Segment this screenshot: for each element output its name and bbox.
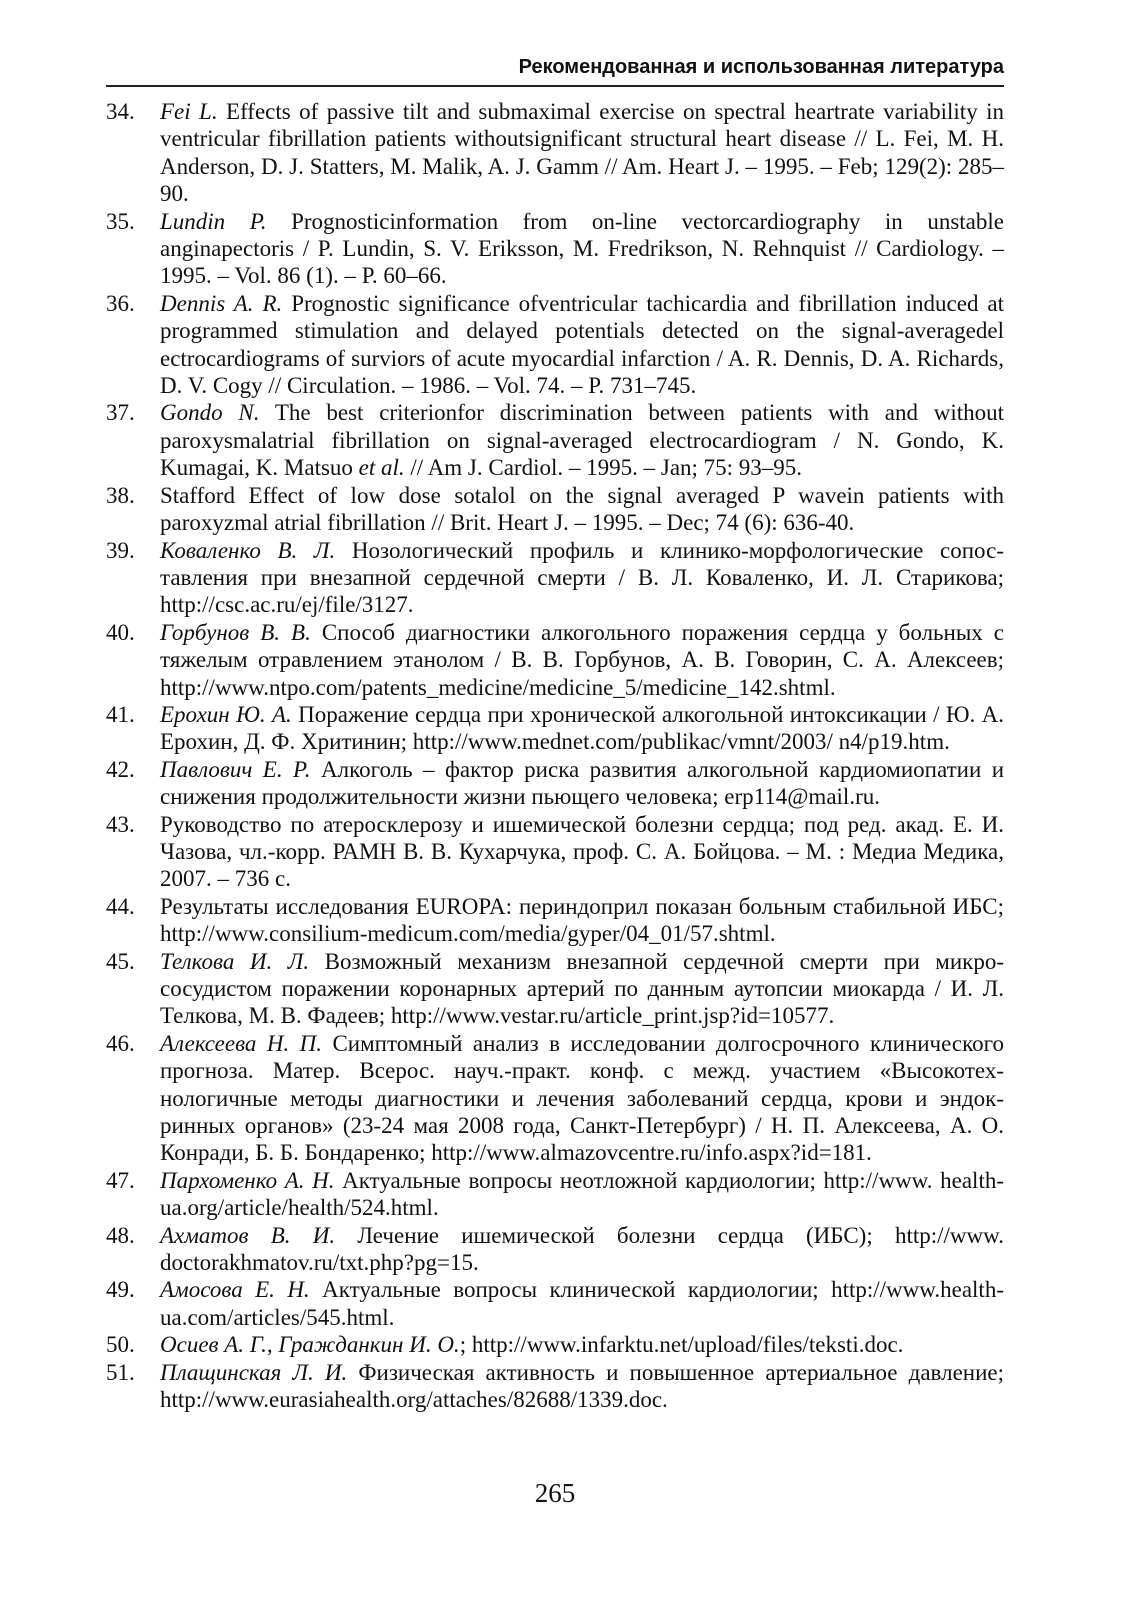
reference-text: [160, 98, 1004, 208]
reference-citation: Актуальные вопросы неотложной кардиологии; http://www. health-ua.org/article/health/524.html.: [160, 1167, 1004, 1221]
reference-citation: Effects of passive tilt and submaximal exercise on spectral heartrate variability in ventricular fibrillation patients withoutsignificant structural heart disease // L. Fei, M. H. Anderson, D. J. Statters, M. Malik, A. J. Gamm // Am. Heart J. – 1995. – Feb; 129(2): 285–90.: [160, 99, 1004, 207]
running-header: Рекомендованная и использованная литература: [106, 52, 1004, 87]
reference-item: [106, 1331, 1004, 1358]
reference-author: Телкова И. Л.: [160, 948, 310, 974]
reference-number: 41.: [106, 701, 135, 727]
reference-item: [106, 1222, 1004, 1277]
reference-text: [160, 1359, 1004, 1414]
reference-citation: Результаты исследования EUROPA: периндоприл показан больным стабильной ИБС; http://www.consilium-medicum.com/media/gyper/04_01/57.shtml.: [160, 893, 1004, 947]
reference-text: [160, 537, 1004, 619]
reference-text: [160, 619, 1004, 701]
reference-number: 37.: [106, 400, 135, 426]
reference-citation: Нозологический профиль и клинико-морфологические сопоставления при внезапной сердечной смерти / В. Л. Коваленко, И. Л. Старикова; http://csc.ac.ru/ej/file/3127.: [160, 537, 1004, 618]
reference-item: [106, 1167, 1004, 1222]
reference-text: [160, 811, 1004, 893]
reference-citation: Prognosticinformation from on-line vectorcardiography in unstable anginapectoris / P. Lundin, S. V. Eriksson, M. Fredrikson, N. Rehnquist // Cardiology. – 1995. – Vol. 86 (1). – P. 60–66.: [160, 208, 1004, 289]
reference-item: [106, 1276, 1004, 1331]
reference-citation: Физическая активность и повышенное артериальное давление; http://www.eurasiahealth.org/attaches/82688/1339.doc.: [160, 1359, 1004, 1413]
reference-author: Ахматов В. И.: [160, 1222, 336, 1248]
reference-text: [160, 1030, 1004, 1167]
reference-number: 48.: [106, 1222, 135, 1248]
reference-item: [106, 290, 1004, 400]
reference-citation: The best criterionfor discrimination between patients with and without paroxysmalatrial fibrillation on signal-averaged electrocardiogram / N. Gondo, K. Kumagai, K. Matsuo: [160, 400, 1004, 481]
reference-item: [106, 619, 1004, 701]
reference-number: 38.: [106, 482, 135, 508]
reference-citation: Способ диагностики алкогольного поражения сердца у больных с тяжелым отравлением этанолом / В. В. Горбунов, А. В. Говорин, С. А. Алексеев; http://www.ntpo.com/patents_medicine/medicine_5/medicine_142.shtml.: [160, 619, 1004, 700]
reference-item: [106, 893, 1004, 948]
reference-text: [160, 1167, 1004, 1222]
reference-text: [160, 1276, 1004, 1331]
reference-citation: Актуальные вопросы клинической кардиологии; http://www.health-ua.com/articles/545.html.: [160, 1277, 1004, 1330]
reference-citation: Stafford Effect of low dose sotalol on the signal averaged P wavein patients with paroxyzmal atrial fibrillation // Brit. Heart J. – 1995. – Dec; 74 (6): 636-40.: [160, 482, 1004, 536]
reference-citation: Лечение ишемической болезни сердца (ИБС); http://www. doctorakhmatov.ru/txt.php?pg=15.: [160, 1222, 1004, 1276]
reference-number: 49.: [106, 1277, 135, 1303]
reference-text: [160, 1331, 1004, 1358]
reference-author: Плащинская Л. И.: [160, 1359, 348, 1385]
reference-item: [106, 482, 1004, 537]
reference-text: [160, 701, 1004, 756]
reference-number: 44.: [106, 893, 135, 919]
reference-item: [106, 1030, 1004, 1167]
reference-number: 51.: [106, 1359, 135, 1385]
reference-number: 42.: [106, 756, 135, 782]
reference-citation: Руководство по атеросклерозу и ишемической болезни сердца; под ред. акад. Е. И. Чазова, чл.-корр. РАМН В. В. Кухарчука, проф. С. А. Бойцова. – М. : Медиа Медика, 2007. – 736 с.: [160, 811, 1004, 892]
reference-author: Пархоменко А. Н.: [160, 1167, 335, 1193]
reference-text: [160, 290, 1004, 400]
reference-number: 50.: [106, 1332, 135, 1358]
reference-list: [106, 98, 1004, 1414]
reference-text: [160, 756, 1004, 811]
reference-author: Алексеева Н. П.: [160, 1030, 323, 1056]
reference-author: Fei L.: [160, 99, 218, 124]
reference-item: [106, 98, 1004, 208]
reference-number: 46.: [106, 1030, 135, 1056]
reference-item: [106, 756, 1004, 811]
reference-item: [106, 811, 1004, 893]
reference-citation-tail: // Am J. Cardiol. – 1995. – Jan; 75: 93–95.: [404, 455, 803, 481]
reference-number: 39.: [106, 537, 135, 563]
reference-text: [160, 893, 1004, 948]
reference-citation: Поражение сердца при хронической алкогольной интоксикации / Ю. А. Ерохин, Д. Ф. Хритинин; http://www.mednet.com/publikac/vmnt/2003/ n4/p19.htm.: [160, 701, 1004, 755]
reference-item: [106, 208, 1004, 290]
reference-text: [160, 482, 1004, 537]
reference-item: [106, 701, 1004, 756]
reference-number: 45.: [106, 948, 135, 974]
reference-author: Ерохин Ю. А.: [160, 701, 292, 727]
reference-citation: Возможный механизм внезапной сердечной смерти при микрососудистом поражении коронарных артерий по данным аутопсии миокарда / И. Л. Телкова, М. В. Фадеев; http://www.vestar.ru/article_print.jsp?id=10577.: [160, 948, 1004, 1029]
reference-citation: Prognostic significance ofventricular tachicardia and fibrillation induced at programmed stimulation and delayed potentials detected on the signal-averagedel ectrocardiograms of surviors of acute myocardial infarction / A. R. Dennis, D. A. Richards, D. V. Cogy // Circulation. – 1986. – Vol. 74. – P. 731–745.: [160, 290, 1004, 399]
reference-item: [106, 1359, 1004, 1414]
page-number: 265: [534, 1478, 576, 1508]
reference-citation: ; http://www.infarktu.net/upload/files/teksti.doc.: [459, 1332, 904, 1358]
reference-number: 36.: [106, 290, 135, 316]
reference-author: Горбунов В. В.: [160, 619, 311, 645]
reference-number: 34.: [106, 99, 135, 124]
reference-author: Павлович Е. Р.: [160, 756, 311, 782]
reference-author: Осиев А. Г., Гражданкин И. О.: [160, 1332, 460, 1358]
reference-et-al: et al.: [358, 455, 405, 481]
reference-author: Lundin P.: [160, 208, 267, 234]
reference-citation: Симптомный анализ в исследовании долгосрочного клинического прогноза. Матер. Всерос. науч.-практ. конф. с межд. участием «Высокотехнологичные методы диагностики и лечения заболеваний сердца, крови и эндокринных органов» (23-24 мая 2008 года, Санкт-Петербург) / Н. П. Алексеева, А. О. Конради, Б. Б. Бондаренко; http://www.almazovcentre.ru/info.aspx?id=181.: [160, 1030, 1004, 1166]
reference-number: 35.: [106, 208, 135, 234]
reference-author: Амосова Е. Н.: [160, 1277, 310, 1303]
reference-item: [106, 537, 1004, 619]
reference-text: [160, 948, 1004, 1030]
reference-number: 43.: [106, 811, 135, 837]
reference-citation: Алкоголь – фактор риска развития алкогольной кардиомиопатии и снижения продолжительности жизни пьющего человека; erp114@mail.ru.: [160, 756, 1005, 810]
reference-text: [160, 1222, 1004, 1277]
reference-number: 40.: [106, 619, 135, 645]
reference-number: 47.: [106, 1167, 135, 1193]
reference-author: Gondo N.: [160, 400, 260, 426]
reference-item: [106, 948, 1004, 1030]
reference-text: [160, 399, 1004, 481]
reference-item: [106, 399, 1004, 481]
reference-author: Коваленко В. Л.: [160, 537, 336, 563]
reference-author: Dennis A. R.: [160, 290, 283, 316]
reference-text: [160, 208, 1004, 290]
